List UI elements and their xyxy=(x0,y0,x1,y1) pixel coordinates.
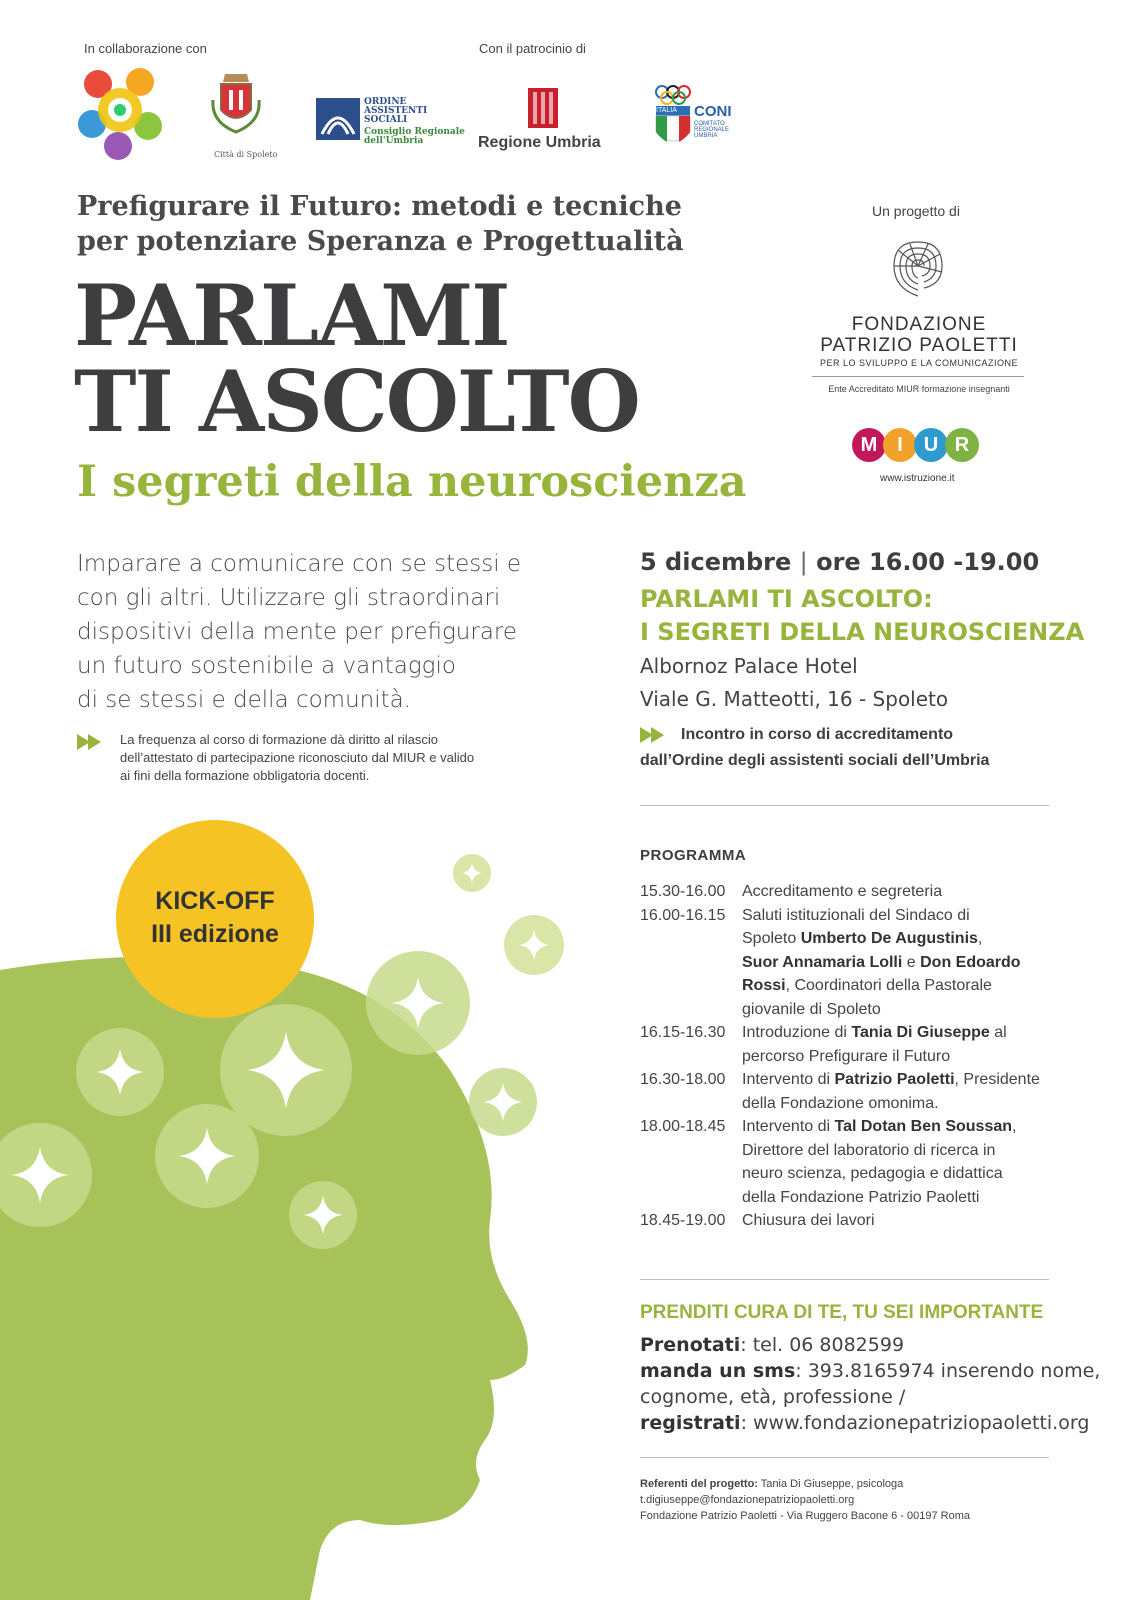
program-list xyxy=(640,880,1047,1233)
intro-text: Imparare a comunicare con se stessi e con gli altri. Utilizzare gli straordinari dispositivi della mente per prefigurare un futuro sostenibile a vantaggio di se stessi e della comunità. xyxy=(77,551,522,713)
divider-middle xyxy=(640,1279,1049,1280)
patronage-label: Con il patrocinio di xyxy=(479,41,586,56)
program-row xyxy=(640,1209,1047,1233)
event-venue: Albornoz Palace Hotel Viale G. Matteotti, 16 - Spoleto xyxy=(640,654,949,711)
intro-note: La frequenza al corso di formazione dà diritto al rilascio dell’attestato di partecipazione riconosciuto dal MIUR e valido ai fini della formazione obbligatoria docenti. xyxy=(120,732,475,783)
fondazione-name: FONDAZIONE PATRIZIO PAOLETTI PER LO SVILUPPO E LA COMUNICAZIONE xyxy=(819,314,1019,368)
ordine-name: ORDINE ASSISTENTI SOCIALI Consiglio Regionale dell'Umbria xyxy=(364,97,465,146)
main-title: PARLAMI TI ASCOLTO xyxy=(74,266,639,451)
program-line: Introduzione di Tania Di Giuseppe al xyxy=(742,1024,1007,1041)
regione-umbria-emblem xyxy=(528,88,558,128)
program-time: 16.15-16.30 xyxy=(640,1024,726,1041)
kickoff-badge-text: KICK-OFF III edizione xyxy=(151,887,279,948)
program-description xyxy=(742,1021,1047,1068)
intro-note-arrow-icon xyxy=(77,731,101,750)
program-row xyxy=(640,880,1047,904)
collaboration-label: In collaborazione con xyxy=(84,41,207,56)
coni-label: CONI xyxy=(694,103,732,120)
fondazione-divider xyxy=(812,376,1024,377)
program-time: 18.00-18.45 xyxy=(640,1118,726,1135)
program-time: 16.30-18.00 xyxy=(640,1071,726,1088)
miur-logo: M I U R xyxy=(852,428,979,462)
program-line: neuro scienza, pedagogia e didattica xyxy=(742,1165,1003,1182)
website-link[interactable]: : www.fondazionepatriziopaoletti.org xyxy=(740,1412,1090,1434)
contact-details: Prenotati: tel. 06 8082599 manda un sms: 393.8165974 inserendo nome, cognome, età, professione / registrati: www.fondazionepatriziopaoletti.org xyxy=(640,1334,1101,1434)
divider-top xyxy=(640,805,1049,806)
italia-label: ITALIA xyxy=(656,107,677,114)
program-line: Spoleto Umberto De Augustinis, xyxy=(742,930,983,947)
miur-url: www.istruzione.it xyxy=(880,473,955,484)
divider-bottom xyxy=(640,1457,1049,1458)
program-line: Direttore del laboratorio di ricerca in xyxy=(742,1141,996,1159)
footer-email[interactable]: t.digiuseppe@fondazionepatriziopaoletti.org xyxy=(640,1494,855,1506)
program-heading: PROGRAMMA xyxy=(640,847,747,864)
program-description xyxy=(742,1209,1047,1233)
program-line: Intervento di Patrizio Paoletti, Presidente xyxy=(742,1071,1040,1088)
program-row xyxy=(640,1115,1047,1209)
event-datetime: 5 dicembre | ore 16.00 -19.00 xyxy=(640,548,1040,576)
program-line: Suor Annamaria Lolli e Don Edoardo xyxy=(742,953,1021,971)
program-line: della Fondazione omonima. xyxy=(742,1094,939,1112)
miur-accredited: Ente Accreditato MIUR formazione insegnanti xyxy=(828,384,1010,394)
program-line: Chiusura dei lavori xyxy=(742,1212,875,1229)
program-line: Intervento di Tal Dotan Ben Soussan, xyxy=(742,1118,1017,1135)
spoleto-crest xyxy=(207,70,265,144)
program-time: 18.45-19.00 xyxy=(640,1212,726,1229)
program-line: Rossi, Coordinatori della Pastorale xyxy=(742,977,992,994)
coni-emblem xyxy=(654,84,692,150)
fondazione-shell-icon xyxy=(888,236,948,302)
tagline: I segreti della neuroscienza xyxy=(77,457,747,507)
program-line: percorso Prefigurare il Futuro xyxy=(742,1047,951,1065)
contact-heading: PRENDITI CURA DI TE, TU SEI IMPORTANTE xyxy=(640,1302,1044,1323)
regione-umbria-label: Regione Umbria xyxy=(478,134,601,151)
coni-sub: COMITATO REGIONALE UMBRIA xyxy=(694,121,730,139)
program-row xyxy=(640,1021,1047,1068)
program-line: Accreditamento e segreteria xyxy=(742,883,943,900)
program-line: giovanile di Spoleto xyxy=(742,1000,881,1018)
hands-logo xyxy=(78,64,164,162)
program-time: 15.30-16.00 xyxy=(640,883,726,900)
subtitle: Prefigurare il Futuro: metodi e tecniche per potenziare Speranza e Progettualità xyxy=(77,191,684,257)
program-description xyxy=(742,1115,1047,1209)
footer: Referenti del progetto: Tania Di Giuseppe, psicologa t.digiuseppe@fondazionepatriziopaoletti.org Fondazione Patrizio Paoletti - Via Ruggero Bacone 6 - 00197 Roma xyxy=(640,1478,970,1522)
program-description xyxy=(742,1068,1047,1115)
project-label: Un progetto di xyxy=(872,203,960,219)
event-title: PARLAMI TI ASCOLTO: I SEGRETI DELLA NEUROSCIENZA xyxy=(640,585,1085,646)
spoleto-caption: Città di Spoleto xyxy=(214,150,278,159)
ordine-logo-mark xyxy=(316,98,360,140)
program-line: della Fondazione Patrizio Paoletti xyxy=(742,1188,980,1206)
program-description xyxy=(742,880,1047,904)
program-description xyxy=(742,904,1047,1022)
program-row xyxy=(640,1068,1047,1115)
event-accreditation: Incontro in corso di accreditamento dall’Ordine degli assistenti sociali dell’Umbria xyxy=(640,726,990,769)
program-row xyxy=(640,904,1047,1022)
program-line: Saluti istituzionali del Sindaco di xyxy=(742,906,970,924)
program-time: 16.00-16.15 xyxy=(640,906,726,924)
